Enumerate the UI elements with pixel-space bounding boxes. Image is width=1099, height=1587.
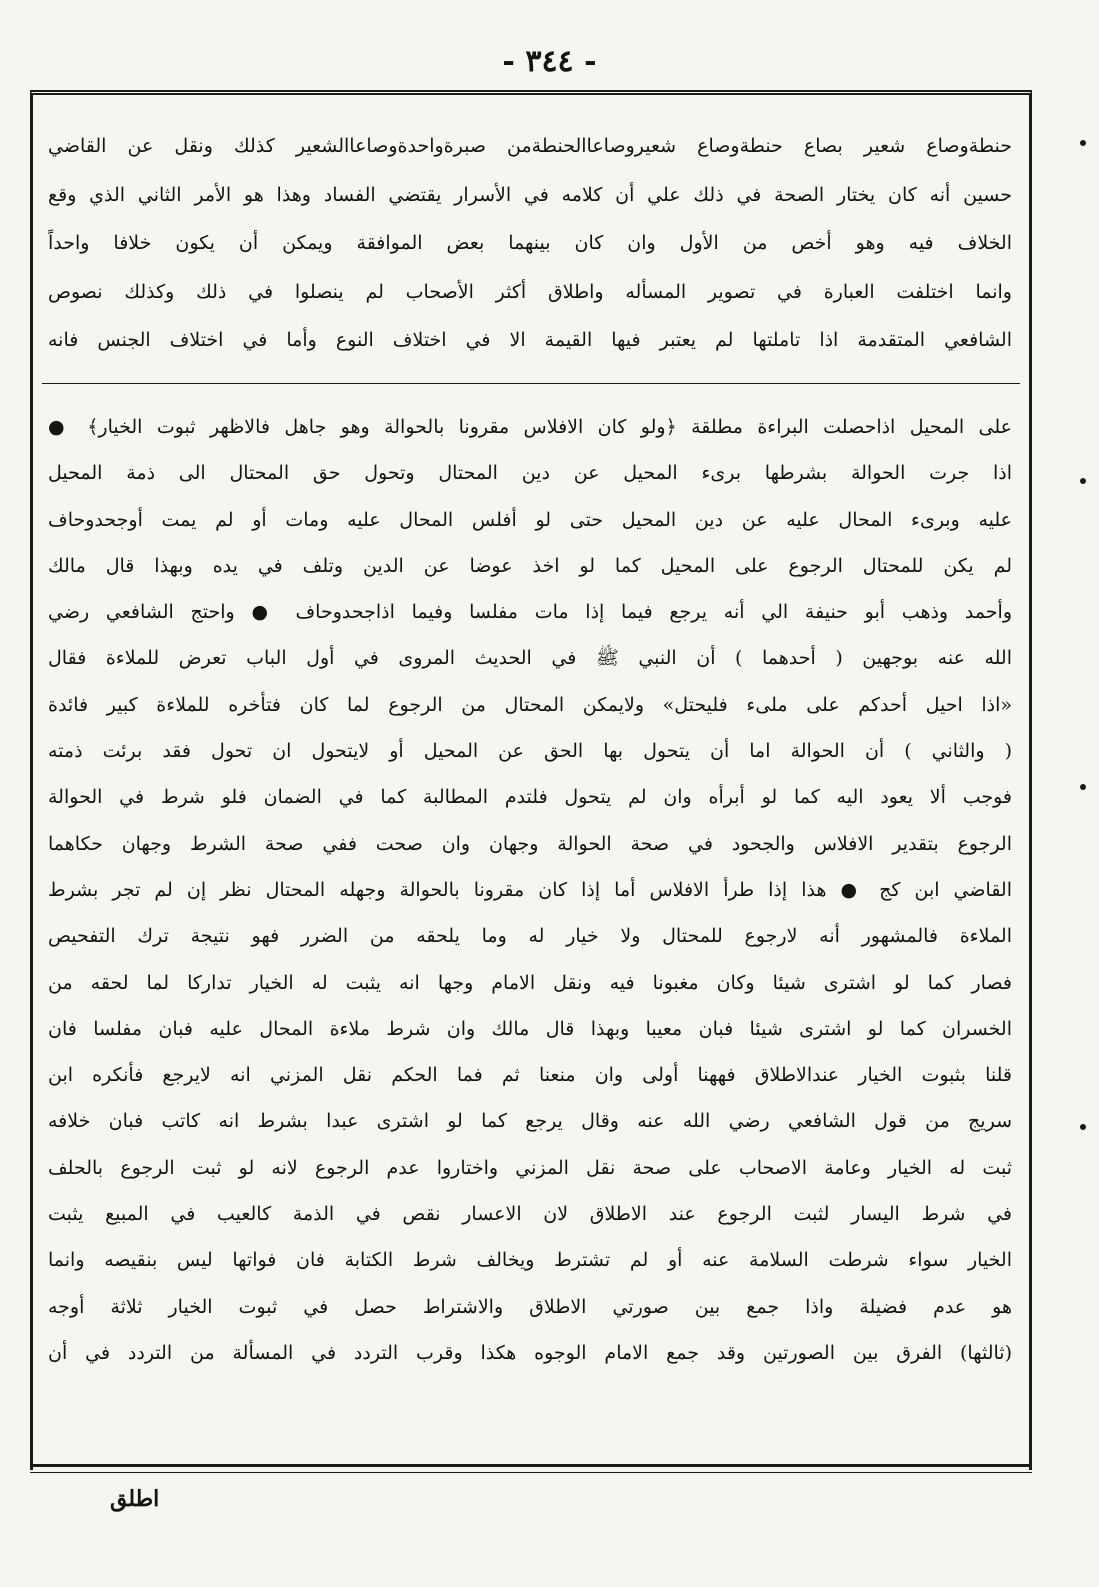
lower-line-2: اذا جرت الحوالة بشرطها برىء المحيل عن دين المحتال وتحول حق المحتال الى ذمة المحيل (48, 462, 1012, 485)
lower-line-3: عليه وبرىء المحال عليه عن دين المحيل حتى لو أفلس المحال عليه ومات أو لم يمت أوجحدوحاف (48, 508, 1012, 531)
frame-bottom-rule-thin (30, 1472, 1032, 1473)
lower-line-19: الخيار سواء شرطت السلامة عنه أو لم تشترط ويخالف شرط الكتابة فان فواتها ليس بنقيصه وانما (48, 1249, 1012, 1272)
margin-dot (1080, 1124, 1086, 1130)
lower-line-11: القاضي ابن كج ● هذا إذا طرأ الافلاس أما إذا كان مقرونا بالحوالة وجهله المحتال نظر إن لم تجر بشرط (48, 878, 1012, 901)
upper-line-2: حسين أنه كان يختار الصحة في ذلك علي أن كلامه في الأسرار يقتضي الفساد وهذا هو الأمر الثاني الذي وقع (48, 183, 1012, 206)
margin-dot (1080, 140, 1086, 146)
upper-line-3: الخلاف فيه وهو أخص من الأول وان كان بينهما بعض الموافقة ويمكن أن يكون خلافا واحداً (48, 232, 1012, 254)
lower-line-15: قلنا بثبوت الخيار عندالاطلاق فههنا أولى وان منعنا ثم فما الحكم نقل المزني انه لايرجع فأنكره ابن (48, 1064, 1012, 1087)
frame-bottom-rule (30, 1464, 1032, 1467)
lower-line-9: فوجب ألا يعود اليه كما لو أبرأه وان لم يتحول فلتدم المطالبة كما في الضمان فلو شرط في الحوالة (48, 786, 1012, 809)
lower-line-14: الخسران كما لو اشترى شيئا فبان معيبا وبهذا قال مالك وان شرط ملاءة المحال عليه فبان مفلسا فان (48, 1017, 1012, 1040)
catchword: اطلق (110, 1486, 160, 1512)
lower-line-8: ( والثاني ) أن الحوالة اما أن يتحول بها الحق عن المحيل أو لايتحول ان تحول فقد برئت ذمته (48, 740, 1012, 763)
lower-line-6: الله عنه بوجهين ( أحدهما ) أن النبي ﷺ في الحديث المروى في أول الباب تعرض للملاءة فقال (48, 647, 1012, 670)
page-number: - ٣٤٤ - (502, 44, 597, 79)
lower-line-7: «اذا احيل أحدكم على ملىء فليحتل» ولايمكن المحتال من الرجوع لما كان فتأخره للملاءة كبير فائدة (48, 693, 1012, 716)
lower-line-12: الملاءة فالمشهور أنه لارجوع للمحتال ولا خيار له وما يلحقه من الضرر فهو نتيجة ترك التفحيص (48, 925, 1012, 948)
lower-line-17: ثبت له الخيار وعامة الاصحاب على صحة نقل المزني واختاروا عدم الرجوع لانه لو ثبت الرجوع بالحلف (48, 1156, 1012, 1179)
upper-line-1: حنطةوصاع شعير بصاع حنطةوصاع شعيروصاعاالحنطةمن صبرةواحدةوصاعاالشعير كذلك ونقل عن القاضي (48, 135, 1012, 157)
upper-line-4: وانما اختلفت العبارة في تصوير المسأله واطلاق أكثر الأصحاب لم ينصلوا في ذلك وكذلك نصوص (48, 280, 1012, 303)
margin-dot (1080, 784, 1086, 790)
lower-line-21: (ثالثها) الفرق بين الصورتين وقد جمع الامام الوجوه هكذا وقرب التردد في المسألة من التردد في أن (48, 1341, 1012, 1364)
upper-text-block (48, 122, 1012, 365)
lower-line-10: الرجوع بتقدير الافلاس والجحود في صحة الحوالة وجهان وان صحت ففي صحة الشرط وجهان حكاهما (48, 832, 1012, 855)
lower-line-13: فصار كما لو اشترى شيئا وكان مغبونا فيه ونقل الامام وجها انه يثبت له الخيار تداركا لما لحقه من (48, 971, 1012, 994)
lower-line-5: وأحمد وذهب أبو حنيفة الي أنه يرجع فيما إذا مات مفلسا وفيما اذاجحدوحاف ● واحتج الشافعي رضي (48, 601, 1012, 624)
lower-line-1: على المحيل اذاحصلت البراءة مطلقة ﴿ولو كان الافلاس مقرونا بالحوالة وهو جاهل فالاظهر ثبوت الخيار﴾ ● (48, 416, 1012, 438)
lower-line-4: لم يكن للمحتال الرجوع على المحيل كما لو اخذ عوضا عن الدين وتلف في يده وبهذا قال مالك (48, 554, 1012, 577)
margin-dot (1080, 478, 1086, 484)
lower-text-block (48, 404, 1012, 1376)
lower-line-20: هو عدم فضيلة واذا جمع بين صورتي الاطلاق والاشتراط حصل في ثبوت الخيار ثلاثة أوجه (48, 1295, 1012, 1318)
upper-line-5: الشافعي المتقدمة اذا تاملتها لم يعتبر فيها القيمة الا في اختلاف النوع وأما في اختلاف الجنس فانه (48, 329, 1012, 351)
lower-line-16: سريج من قول الشافعي رضي الله عنه وقال يرجع كما لو اشترى عبدا بشرط انه كاتب فبان خلافه (48, 1110, 1012, 1133)
lower-line-18: في شرط اليسار لثبت الرجوع عند الاطلاق لان الاعسار نقص في الذمة كالعيب في المبيع يثبت (48, 1203, 1012, 1226)
section-divider (42, 383, 1020, 384)
